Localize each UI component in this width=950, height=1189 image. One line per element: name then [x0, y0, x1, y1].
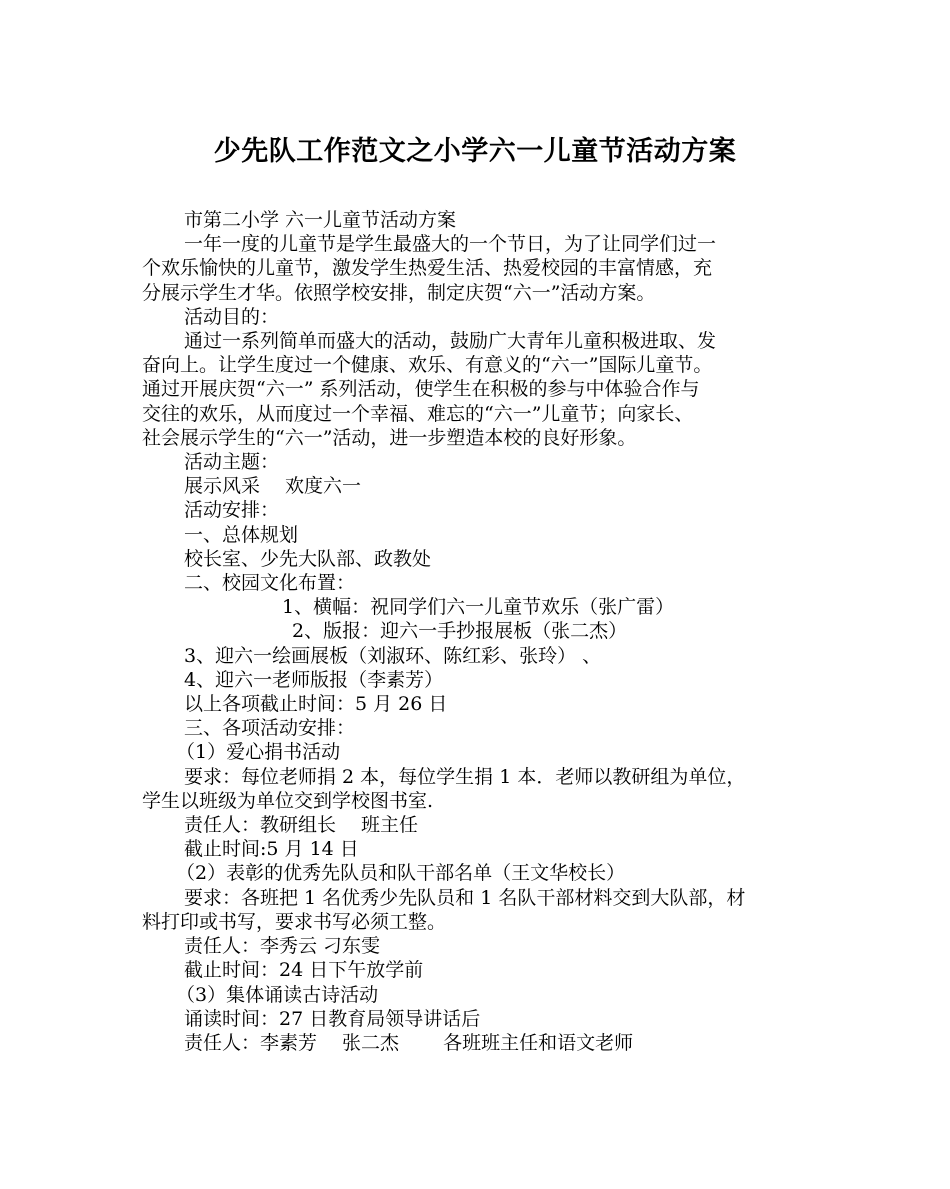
- text-line: 分展示学生才华。依照学校安排，制定庆贺“六一”活动方案。: [142, 281, 656, 304]
- text-line: 一、总体规划: [184, 523, 299, 546]
- text-line: 展示风采 欢度六一: [184, 475, 362, 498]
- text-line: （2）表彰的优秀先队员和队干部名单（王文华校长）: [176, 862, 626, 885]
- text-line: 市第二小学 六一儿童节活动方案: [184, 209, 457, 231]
- text-line: 3、迎六一绘画展板（刘淑环、陈红彩、张玲） 、: [184, 644, 602, 667]
- text-line: 活动目的：: [184, 305, 280, 328]
- text-line: 截止时间：24 日下午放学前: [184, 959, 424, 982]
- text-line: 责任人：教研组长 班主任: [184, 814, 419, 837]
- text-line: 活动主题：: [184, 451, 280, 474]
- text-line: 社会展示学生的“六一”活动，进一步塑造本校的良好形象。: [142, 426, 637, 449]
- text-line: （3）集体诵读古诗活动: [176, 983, 379, 1006]
- text-line: 料打印或书写，要求书写必须工整。: [142, 910, 447, 933]
- text-line: 奋向上。让学生度过一个健康、欢乐、有意义的“六一”国际儿童节。: [142, 354, 713, 377]
- text-line: 截止时间:5 月 14 日: [184, 838, 359, 861]
- text-line: 交往的欢乐，从而度过一个幸福、难忘的“六一”儿童节；向家长、: [142, 402, 694, 425]
- text-line: 校长室、少先大队部、政教处: [184, 547, 432, 570]
- text-line: 一年一度的儿童节是学生最盛大的一个节日，为了让同学们过一: [184, 233, 717, 256]
- text-line: 要求：各班把 1 名优秀少先队员和 1 名队干部材料交到大队部，材: [184, 886, 746, 909]
- text-line: 2、版报：迎六一手抄报展板（张二杰）: [292, 620, 628, 643]
- document-body: [142, 208, 812, 1055]
- text-line: （1）爱心捐书活动: [176, 741, 341, 764]
- document-title: 少先队工作范文之小学六一儿童节活动方案: [213, 136, 737, 167]
- text-line: 责任人：李秀云 刁东雯: [184, 935, 381, 958]
- text-line: 三、各项活动安排：: [184, 717, 356, 740]
- text-line: 通过开展庆贺“六一” 系列活动，使学生在积极的参与中体验合作与: [142, 378, 700, 401]
- text-line: 活动安排：: [184, 499, 280, 522]
- text-line: 4、迎六一老师版报（李素芳）: [184, 668, 444, 691]
- text-line: 通过一系列简单而盛大的活动，鼓励广大青年儿童积极进取、发: [184, 330, 717, 353]
- text-line: 1、横幅：祝同学们六一儿童节欢乐（张广雷）: [282, 596, 675, 619]
- text-line: 个欢乐愉快的儿童节，激发学生热爱生活、热爱校园的丰富情感，充: [142, 257, 713, 280]
- text-line: 二、校园文化布置：: [184, 572, 356, 595]
- text-line: 以上各项截止时间：5 月 26 日: [184, 693, 448, 716]
- text-line: 要求：每位老师捐 2 本，每位学生捐 1 本．老师以教研组为单位，: [184, 765, 746, 788]
- text-line: 责任人：李素芳 张二杰 各班班主任和语文老师: [184, 1031, 634, 1054]
- text-line: 诵读时间：27 日教育局领导讲话后: [184, 1007, 481, 1030]
- text-line: 学生以班级为单位交到学校图书室.: [142, 789, 434, 812]
